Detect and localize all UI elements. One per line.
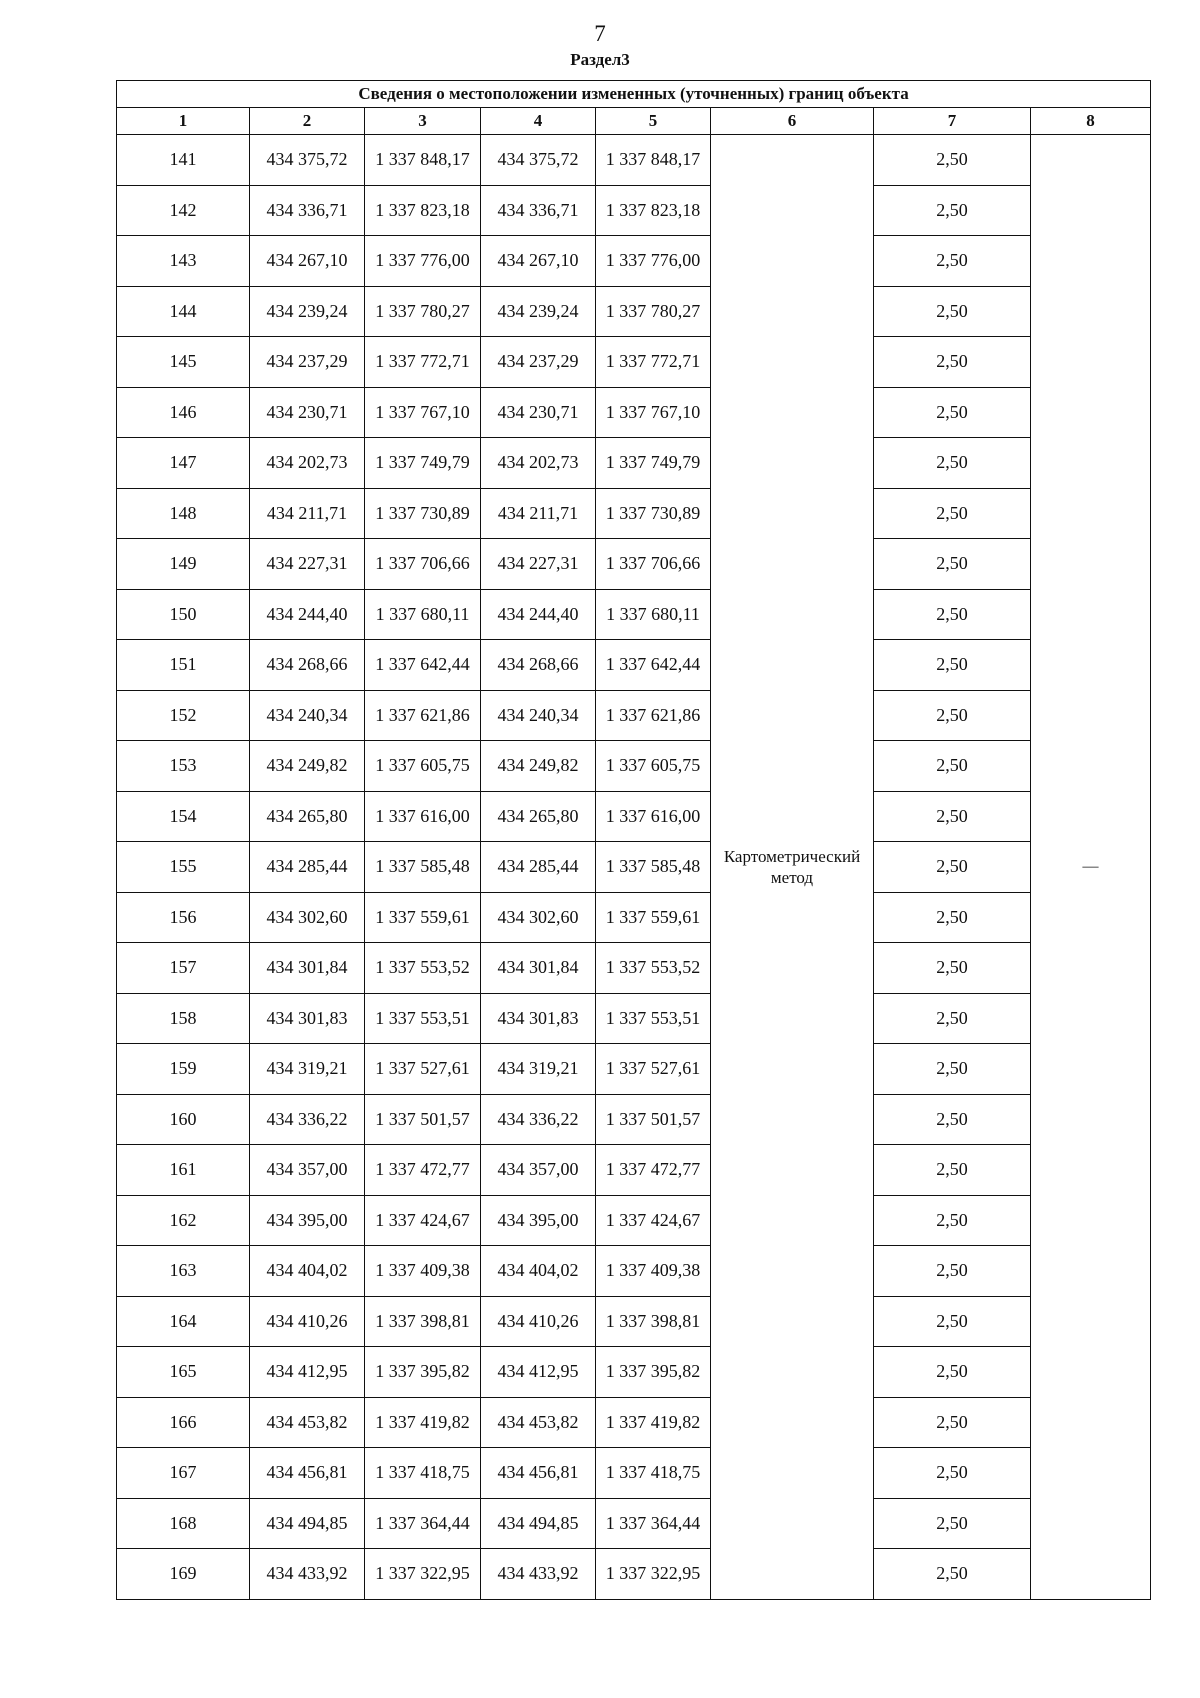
table-row: [117, 892, 1151, 943]
coordinates-table: [116, 80, 1151, 1600]
point-number-cell: 153: [117, 741, 250, 792]
table-row: [117, 791, 1151, 842]
coordinate-cell: 1 337 527,61: [596, 1044, 711, 1095]
table-row: [117, 539, 1151, 590]
coordinate-cell: 434 404,02: [481, 1246, 596, 1297]
table-row: [117, 236, 1151, 287]
accuracy-cell: 2,50: [874, 1044, 1031, 1095]
accuracy-cell: 2,50: [874, 1296, 1031, 1347]
coordinate-cell: 1 337 749,79: [365, 438, 481, 489]
table-row: [117, 1296, 1151, 1347]
point-number-cell: 150: [117, 589, 250, 640]
coordinate-cell: 434 237,29: [250, 337, 365, 388]
coordinate-cell: 1 337 424,67: [596, 1195, 711, 1246]
coordinate-cell: 434 412,95: [250, 1347, 365, 1398]
coordinate-cell: 1 337 767,10: [365, 387, 481, 438]
table-row: [117, 135, 1151, 186]
coordinate-cell: 434 265,80: [481, 791, 596, 842]
table-row: [117, 1397, 1151, 1448]
coordinate-cell: 1 337 730,89: [596, 488, 711, 539]
accuracy-cell: 2,50: [874, 741, 1031, 792]
point-number-cell: 154: [117, 791, 250, 842]
coordinate-cell: 1 337 585,48: [365, 842, 481, 893]
point-number-cell: 166: [117, 1397, 250, 1448]
coordinate-cell: 1 337 395,82: [365, 1347, 481, 1398]
coordinate-cell: 1 337 419,82: [596, 1397, 711, 1448]
coordinate-cell: 1 337 418,75: [365, 1448, 481, 1499]
point-number-cell: 158: [117, 993, 250, 1044]
point-number-cell: 146: [117, 387, 250, 438]
coordinate-cell: 434 301,84: [250, 943, 365, 994]
column-number: 6: [711, 108, 874, 135]
coordinate-cell: 1 337 398,81: [365, 1296, 481, 1347]
coordinate-cell: 1 337 559,61: [596, 892, 711, 943]
point-number-cell: 157: [117, 943, 250, 994]
accuracy-cell: 2,50: [874, 286, 1031, 337]
coordinate-cell: 434 239,24: [250, 286, 365, 337]
table-row: [117, 640, 1151, 691]
coordinate-cell: 1 337 585,48: [596, 842, 711, 893]
coordinate-cell: 434 267,10: [481, 236, 596, 287]
table-row: [117, 1549, 1151, 1600]
table-caption: Сведения о местоположении измененных (уточненных) границ объекта: [117, 81, 1151, 108]
table-row: [117, 943, 1151, 994]
table-row: [117, 1195, 1151, 1246]
coordinate-cell: 1 337 418,75: [596, 1448, 711, 1499]
coordinate-cell: 434 319,21: [250, 1044, 365, 1095]
coordinate-cell: 434 357,00: [250, 1145, 365, 1196]
table-row: [117, 1347, 1151, 1398]
coordinate-cell: 434 375,72: [250, 135, 365, 186]
coordinate-cell: 1 337 398,81: [596, 1296, 711, 1347]
coordinate-cell: 1 337 706,66: [365, 539, 481, 590]
coordinate-cell: 434 267,10: [250, 236, 365, 287]
coordinate-cell: 1 337 409,38: [596, 1246, 711, 1297]
column-number: 3: [365, 108, 481, 135]
accuracy-cell: 2,50: [874, 236, 1031, 287]
coordinate-cell: 434 227,31: [250, 539, 365, 590]
coordinate-cell: 1 337 780,27: [365, 286, 481, 337]
point-number-cell: 151: [117, 640, 250, 691]
column-number: 5: [596, 108, 711, 135]
coordinate-cell: 434 319,21: [481, 1044, 596, 1095]
coordinate-cell: 434 410,26: [481, 1296, 596, 1347]
coordinate-cell: 434 285,44: [250, 842, 365, 893]
accuracy-cell: 2,50: [874, 387, 1031, 438]
table-row: [117, 488, 1151, 539]
coordinate-cell: 1 337 322,95: [365, 1549, 481, 1600]
coordinate-cell: 434 301,84: [481, 943, 596, 994]
table-row: [117, 842, 1151, 893]
point-number-cell: 165: [117, 1347, 250, 1398]
coordinate-cell: 434 227,31: [481, 539, 596, 590]
coordinate-cell: 434 249,82: [481, 741, 596, 792]
coordinate-cell: 1 337 553,51: [596, 993, 711, 1044]
coordinate-cell: 434 336,71: [481, 185, 596, 236]
coordinate-cell: 434 433,92: [250, 1549, 365, 1600]
accuracy-cell: 2,50: [874, 892, 1031, 943]
accuracy-cell: 2,50: [874, 1094, 1031, 1145]
coordinate-cell: 1 337 472,77: [365, 1145, 481, 1196]
table-row: [117, 438, 1151, 489]
coordinate-cell: 1 337 776,00: [365, 236, 481, 287]
point-number-cell: 161: [117, 1145, 250, 1196]
coordinate-cell: 434 494,85: [250, 1498, 365, 1549]
column-8-cell: —: [1031, 135, 1151, 1600]
coordinate-cell: 434 237,29: [481, 337, 596, 388]
coordinate-cell: 1 337 621,86: [365, 690, 481, 741]
coordinate-cell: 1 337 848,17: [365, 135, 481, 186]
coordinate-cell: 1 337 730,89: [365, 488, 481, 539]
accuracy-cell: 2,50: [874, 690, 1031, 741]
column-number: 1: [117, 108, 250, 135]
column-number-row: [117, 108, 1151, 135]
coordinate-cell: 1 337 772,71: [365, 337, 481, 388]
coordinate-cell: 434 268,66: [250, 640, 365, 691]
point-number-cell: 156: [117, 892, 250, 943]
coordinate-cell: 434 302,60: [250, 892, 365, 943]
table-row: [117, 690, 1151, 741]
accuracy-cell: 2,50: [874, 842, 1031, 893]
coordinate-cell: 434 412,95: [481, 1347, 596, 1398]
accuracy-cell: 2,50: [874, 1549, 1031, 1600]
coordinate-cell: 434 211,71: [250, 488, 365, 539]
coordinate-cell: 434 395,00: [481, 1195, 596, 1246]
column-number: 2: [250, 108, 365, 135]
table-row: [117, 1498, 1151, 1549]
coordinate-cell: 1 337 472,77: [596, 1145, 711, 1196]
table-row: [117, 1044, 1151, 1095]
point-number-cell: 155: [117, 842, 250, 893]
table-body: [117, 135, 1151, 1600]
coordinate-cell: 434 395,00: [250, 1195, 365, 1246]
accuracy-cell: 2,50: [874, 337, 1031, 388]
coordinate-cell: 1 337 776,00: [596, 236, 711, 287]
table-row: [117, 1448, 1151, 1499]
coordinate-cell: 1 337 322,95: [596, 1549, 711, 1600]
point-number-cell: 141: [117, 135, 250, 186]
accuracy-cell: 2,50: [874, 1498, 1031, 1549]
coordinate-cell: 434 336,22: [250, 1094, 365, 1145]
coordinate-cell: 434 453,82: [250, 1397, 365, 1448]
coordinate-cell: 1 337 642,44: [596, 640, 711, 691]
column-number: 4: [481, 108, 596, 135]
accuracy-cell: 2,50: [874, 135, 1031, 186]
coordinate-cell: 434 285,44: [481, 842, 596, 893]
accuracy-cell: 2,50: [874, 185, 1031, 236]
coordinate-cell: 1 337 616,00: [596, 791, 711, 842]
coordinate-cell: 1 337 780,27: [596, 286, 711, 337]
accuracy-cell: 2,50: [874, 488, 1031, 539]
table-row: [117, 1094, 1151, 1145]
coordinate-cell: 434 404,02: [250, 1246, 365, 1297]
coordinate-cell: 434 268,66: [481, 640, 596, 691]
coordinate-cell: 1 337 605,75: [596, 741, 711, 792]
point-number-cell: 148: [117, 488, 250, 539]
column-number: 7: [874, 108, 1031, 135]
coordinate-cell: 1 337 559,61: [365, 892, 481, 943]
point-number-cell: 163: [117, 1246, 250, 1297]
accuracy-cell: 2,50: [874, 1246, 1031, 1297]
table-row: [117, 993, 1151, 1044]
accuracy-cell: 2,50: [874, 640, 1031, 691]
accuracy-cell: 2,50: [874, 1397, 1031, 1448]
table-row: [117, 387, 1151, 438]
point-number-cell: 149: [117, 539, 250, 590]
point-number-cell: 147: [117, 438, 250, 489]
point-number-cell: 169: [117, 1549, 250, 1600]
coordinate-cell: 434 230,71: [250, 387, 365, 438]
point-number-cell: 167: [117, 1448, 250, 1499]
coordinate-cell: 1 337 616,00: [365, 791, 481, 842]
coordinate-cell: 1 337 706,66: [596, 539, 711, 590]
column-number: 8: [1031, 108, 1151, 135]
point-number-cell: 145: [117, 337, 250, 388]
point-number-cell: 152: [117, 690, 250, 741]
table-row: [117, 185, 1151, 236]
coordinate-cell: 1 337 848,17: [596, 135, 711, 186]
coordinate-cell: 1 337 642,44: [365, 640, 481, 691]
coordinate-cell: 1 337 823,18: [365, 185, 481, 236]
coordinate-cell: 434 230,71: [481, 387, 596, 438]
accuracy-cell: 2,50: [874, 539, 1031, 590]
coordinate-cell: 434 336,71: [250, 185, 365, 236]
coordinate-cell: 434 357,00: [481, 1145, 596, 1196]
coordinate-cell: 1 337 419,82: [365, 1397, 481, 1448]
coordinate-cell: 1 337 553,52: [365, 943, 481, 994]
coordinate-cell: 434 301,83: [481, 993, 596, 1044]
table-row: [117, 337, 1151, 388]
coordinate-cell: 434 202,73: [481, 438, 596, 489]
coordinate-cell: 434 456,81: [481, 1448, 596, 1499]
coordinate-cell: 434 239,24: [481, 286, 596, 337]
coordinate-cell: 1 337 527,61: [365, 1044, 481, 1095]
coordinate-cell: 434 202,73: [250, 438, 365, 489]
coordinate-cell: 434 336,22: [481, 1094, 596, 1145]
coordinate-cell: 1 337 501,57: [596, 1094, 711, 1145]
accuracy-cell: 2,50: [874, 791, 1031, 842]
coordinate-cell: 434 375,72: [481, 135, 596, 186]
table-row: [117, 589, 1151, 640]
table-row: [117, 741, 1151, 792]
point-number-cell: 159: [117, 1044, 250, 1095]
coordinate-cell: 1 337 409,38: [365, 1246, 481, 1297]
coordinate-cell: 1 337 680,11: [596, 589, 711, 640]
point-number-cell: 142: [117, 185, 250, 236]
coordinate-cell: 1 337 364,44: [365, 1498, 481, 1549]
table-row: [117, 1145, 1151, 1196]
accuracy-cell: 2,50: [874, 1448, 1031, 1499]
coordinate-cell: 434 302,60: [481, 892, 596, 943]
accuracy-cell: 2,50: [874, 1347, 1031, 1398]
coordinate-cell: 1 337 364,44: [596, 1498, 711, 1549]
coordinate-cell: 1 337 501,57: [365, 1094, 481, 1145]
accuracy-cell: 2,50: [874, 589, 1031, 640]
coordinate-cell: 1 337 767,10: [596, 387, 711, 438]
section-title: Раздел3: [570, 50, 630, 69]
coordinate-cell: 434 453,82: [481, 1397, 596, 1448]
coordinate-cell: 434 240,34: [250, 690, 365, 741]
point-number-cell: 160: [117, 1094, 250, 1145]
table-row: [117, 286, 1151, 337]
point-number-cell: 164: [117, 1296, 250, 1347]
coordinate-cell: 434 494,85: [481, 1498, 596, 1549]
coordinate-cell: 1 337 749,79: [596, 438, 711, 489]
point-number-cell: 162: [117, 1195, 250, 1246]
coordinate-cell: 434 456,81: [250, 1448, 365, 1499]
coordinate-cell: 1 337 553,52: [596, 943, 711, 994]
coordinate-cell: 1 337 553,51: [365, 993, 481, 1044]
coordinate-cell: 434 410,26: [250, 1296, 365, 1347]
coordinate-cell: 434 249,82: [250, 741, 365, 792]
coordinate-cell: 1 337 605,75: [365, 741, 481, 792]
accuracy-cell: 2,50: [874, 993, 1031, 1044]
page-number: 7: [594, 21, 606, 46]
coordinate-cell: 1 337 680,11: [365, 589, 481, 640]
coordinate-cell: 434 244,40: [481, 589, 596, 640]
coordinate-cell: 1 337 772,71: [596, 337, 711, 388]
point-number-cell: 144: [117, 286, 250, 337]
coordinate-cell: 434 211,71: [481, 488, 596, 539]
coordinate-cell: 434 301,83: [250, 993, 365, 1044]
coordinate-cell: 1 337 424,67: [365, 1195, 481, 1246]
table-row: [117, 1246, 1151, 1297]
coordinate-cell: 434 240,34: [481, 690, 596, 741]
coordinate-cell: 1 337 823,18: [596, 185, 711, 236]
point-number-cell: 168: [117, 1498, 250, 1549]
method-cell: Картометрический метод: [711, 135, 874, 1600]
coordinate-cell: 434 433,92: [481, 1549, 596, 1600]
accuracy-cell: 2,50: [874, 1145, 1031, 1196]
coordinate-cell: 434 265,80: [250, 791, 365, 842]
accuracy-cell: 2,50: [874, 1195, 1031, 1246]
coordinate-cell: 434 244,40: [250, 589, 365, 640]
coordinate-cell: 1 337 395,82: [596, 1347, 711, 1398]
accuracy-cell: 2,50: [874, 943, 1031, 994]
accuracy-cell: 2,50: [874, 438, 1031, 489]
coordinate-cell: 1 337 621,86: [596, 690, 711, 741]
point-number-cell: 143: [117, 236, 250, 287]
